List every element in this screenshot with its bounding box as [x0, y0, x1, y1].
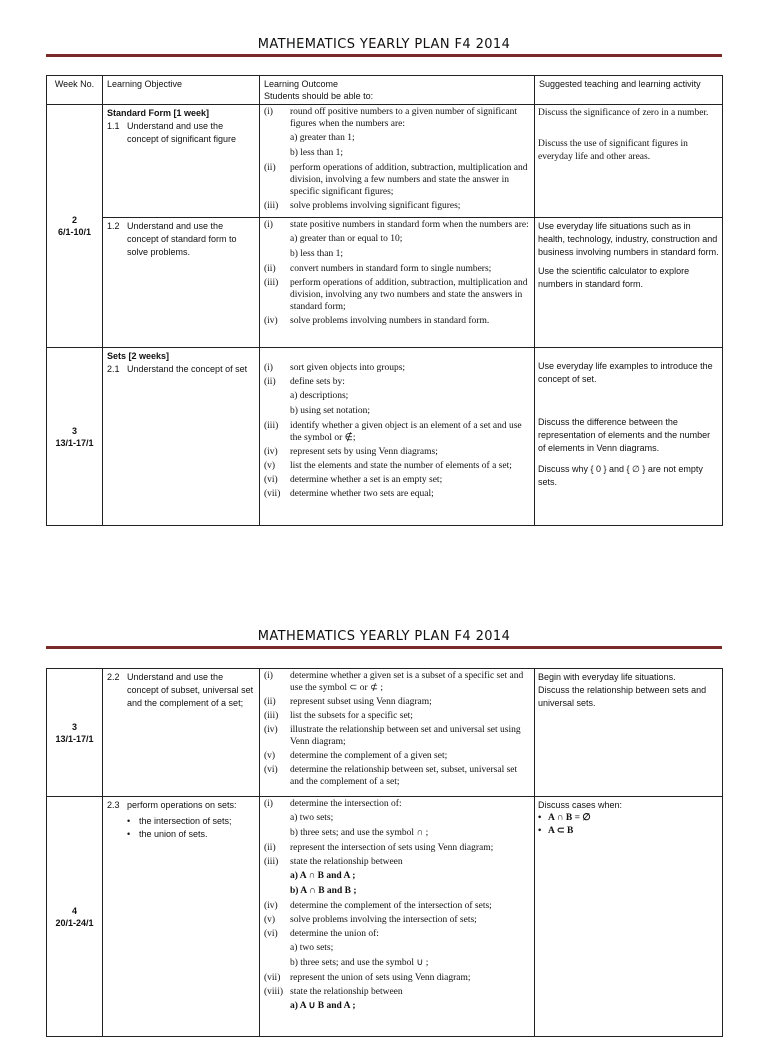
suggested-activity: [535, 348, 723, 526]
outcome-item: list the elements and state the number of elements of a set;: [290, 461, 512, 471]
outcome-subitem: b) less than 1;: [290, 249, 344, 259]
outcome-item: convert numbers in standard form to single numbers;: [290, 264, 492, 274]
header-outcome-subtitle: Students should be able to:: [264, 91, 374, 101]
outcome-item: state the relationship between: [290, 857, 403, 867]
activity-text: Begin with everyday life situations.: [538, 672, 676, 682]
outcome-item: represent the intersection of sets using Venn diagram;: [290, 843, 494, 853]
objective-bullet: the union of sets.: [139, 829, 208, 839]
outcome-item: determine the complement of the intersection of sets;: [290, 901, 492, 911]
outcome-num: (v): [264, 461, 276, 471]
objective-number: 1.1: [107, 121, 120, 131]
outcome-subitem: b) three sets; and use the symbol ∩ ;: [290, 828, 429, 838]
outcome-item: determine whether a set is an empty set;: [290, 475, 443, 485]
table-row: [47, 669, 723, 797]
objective-text: perform operations on sets:: [127, 800, 237, 810]
outcome-subitem: b) A ∩ B and B ;: [290, 886, 357, 896]
outcome-num: (i): [264, 107, 273, 117]
outcome-item: perform operations of addition, subtraction, multiplication and division, involving any two numbers and state the answers in standard form;: [290, 278, 528, 312]
outcome-num: (v): [264, 915, 276, 925]
objective-number: 2.3: [107, 800, 120, 810]
outcome-num: (iii): [264, 201, 279, 211]
outcome-num: (ii): [264, 264, 276, 274]
week-number: 4: [71, 905, 77, 916]
outcome-item: solve problems involving the intersection of sets;: [290, 915, 477, 925]
objective-number: 1.2: [107, 221, 120, 231]
table-row: [47, 105, 723, 218]
outcome-item: state the relationship between: [290, 987, 403, 997]
outcome-item: represent subset using Venn diagram;: [290, 697, 432, 707]
table-row: [47, 348, 723, 526]
suggested-activity: [535, 105, 723, 218]
outcome-num: (vii): [264, 973, 281, 983]
outcome-num: (vi): [264, 475, 278, 485]
outcome-item: round off positive numbers to a given number of significant figures when the numbers are:: [290, 107, 517, 129]
outcome-subitem: b) using set notation;: [290, 406, 370, 416]
outcome-item: determine the union of:: [290, 929, 379, 939]
table-header-row: [47, 76, 723, 105]
objective-bullet: the intersection of sets;: [139, 816, 232, 826]
title-divider: [46, 646, 722, 649]
outcome-subitem: a) A ∩ B and A ;: [290, 871, 356, 881]
outcome-item: perform operations of addition, subtraction, multiplication and division, involving a few numbers and state the answer in specific significant figures;: [290, 163, 528, 197]
title-divider: [46, 54, 722, 57]
suggested-activity: [535, 797, 723, 1037]
learning-outcome: [260, 105, 535, 218]
learning-objective: [103, 218, 260, 348]
learning-objective: [103, 105, 260, 218]
activity-text: Discuss the use of significant figures in everyday life and other areas.: [538, 139, 688, 162]
outcome-num: (iii): [264, 421, 279, 431]
week-number: 3: [71, 721, 77, 732]
outcome-subitem: a) descriptions;: [290, 391, 349, 401]
objective-text: Understand the concept of set: [127, 364, 248, 374]
week-dates: 6/1-10/1: [57, 227, 92, 237]
suggested-activity: [535, 669, 723, 797]
objective-number: 2.1: [107, 364, 120, 374]
outcome-num: (vi): [264, 929, 278, 939]
outcome-item: represent the union of sets using Venn diagram;: [290, 973, 471, 983]
learning-outcome: [260, 669, 535, 797]
outcome-num: (iv): [264, 447, 278, 457]
outcome-item: sort given objects into groups;: [290, 363, 406, 373]
outcome-item: determine whether a given set is a subset of a specific set and use the symbol ⊂ or ⊄ ;: [290, 671, 524, 693]
topic-heading: Standard Form [1 week]: [107, 108, 210, 118]
week-cell: [47, 105, 103, 348]
plan-table: [46, 75, 723, 526]
activity-text: Use the scientific calculator to explore numbers in standard form.: [538, 266, 690, 289]
learning-outcome: [260, 797, 535, 1037]
bullet-icon: •: [127, 816, 131, 826]
learning-objective: [103, 797, 260, 1037]
outcome-item: determine the relationship between set, subset, universal set and the complement of a set;: [290, 765, 518, 787]
outcome-num: (v): [264, 751, 276, 761]
objective-text: Understand and use the concept of standard form to solve problems.: [127, 221, 237, 257]
activity-text: Discuss the relationship between sets and universal sets.: [538, 685, 707, 708]
objective-number: 2.2: [107, 672, 120, 682]
activity-text: Discuss the difference between the representation of elements and the number of elements in Venn diagrams.: [538, 417, 711, 453]
outcome-item: state positive numbers in standard form when the numbers are:: [290, 220, 529, 230]
outcome-num: (iv): [264, 316, 278, 326]
header-outcome-title: Learning Outcome: [264, 79, 339, 89]
outcome-item: identify whether a given object is an element of a set and use the symbol or ∉;: [290, 421, 522, 443]
outcome-item: list the subsets for a specific set;: [290, 711, 413, 721]
outcome-subitem: b) less than 1;: [290, 148, 344, 158]
header-activity: Suggested teaching and learning activity: [535, 76, 723, 105]
outcome-subitem: a) A ∪ B and A ;: [290, 1001, 356, 1011]
outcome-num: (viii): [264, 987, 283, 997]
plan-table: [46, 668, 723, 1037]
bullet-icon: •: [538, 826, 542, 836]
header-week: Week No.: [47, 76, 103, 105]
header-objective: Learning Objective: [103, 76, 260, 105]
learning-outcome: [260, 348, 535, 526]
outcome-item: solve problems involving significant figures;: [290, 201, 461, 211]
outcome-num: (i): [264, 671, 273, 681]
outcome-item: define sets by:: [290, 377, 345, 387]
activity-bullet: A ⊂ B: [548, 826, 574, 836]
outcome-num: (iv): [264, 901, 278, 911]
activity-text: Discuss the significance of zero in a number.: [538, 108, 709, 118]
outcome-item: determine the intersection of:: [290, 799, 402, 809]
activity-bullet: A ∩ B = ∅: [548, 813, 591, 823]
outcome-num: (iii): [264, 711, 279, 721]
week-dates: 13/1-17/1: [55, 437, 94, 448]
outcome-item: solve problems involving numbers in standard form.: [290, 316, 490, 326]
header-outcome: [260, 76, 535, 105]
outcome-num: (ii): [264, 843, 276, 853]
outcome-subitem: a) greater than or equal to 10;: [290, 234, 403, 244]
outcome-item: determine whether two sets are equal;: [290, 489, 434, 499]
page-title: MATHEMATICS YEARLY PLAN F4 2014: [257, 629, 511, 644]
suggested-activity: [535, 218, 723, 348]
outcome-subitem: a) greater than 1;: [290, 133, 355, 143]
outcome-num: (iii): [264, 278, 279, 288]
week-dates: 20/1-24/1: [55, 917, 94, 928]
outcome-num: (vi): [264, 765, 278, 775]
outcome-num: (ii): [264, 697, 276, 707]
outcome-subitem: a) two sets;: [290, 813, 334, 823]
outcome-subitem: a) two sets;: [290, 943, 334, 953]
table-row: [47, 218, 723, 348]
topic-heading: Sets [2 weeks]: [107, 351, 170, 361]
activity-text: Use everyday life examples to introduce the concept of set.: [538, 361, 713, 384]
learning-outcome: [260, 218, 535, 348]
week-dates: 13/1-17/1: [55, 733, 94, 744]
outcome-num: (vii): [264, 489, 281, 499]
outcome-num: (i): [264, 363, 273, 373]
outcome-num: (i): [264, 799, 273, 809]
week-cell: [47, 669, 103, 797]
activity-text: Use everyday life situations such as in health, technology, industry, construction and business involving numbers in standard form.: [538, 221, 719, 257]
outcome-num: (iv): [264, 725, 278, 735]
week-number: 3: [71, 425, 77, 436]
bullet-icon: •: [538, 813, 542, 823]
learning-objective: [103, 669, 260, 797]
table-row: [47, 797, 723, 1037]
outcome-subitem: b) three sets; and use the symbol ∪ ;: [290, 958, 429, 968]
page-title: MATHEMATICS YEARLY PLAN F4 2014: [257, 37, 511, 52]
outcome-item: determine the complement of a given set;: [290, 751, 448, 761]
objective-text: Understand and use the concept of subset, universal set and the complement of a set;: [127, 672, 254, 708]
outcome-item: illustrate the relationship between set and universal set using Venn diagram;: [290, 725, 521, 747]
outcome-num: (iii): [264, 857, 279, 867]
activity-text: Discuss why { 0 } and { ∅ } are not empty sets.: [538, 464, 703, 487]
activity-text: Discuss cases when:: [538, 800, 623, 810]
outcome-num: (ii): [264, 163, 276, 173]
objective-text: Understand and use the concept of significant figure: [127, 121, 237, 144]
learning-objective: [103, 348, 260, 526]
week-number: 2: [71, 215, 77, 225]
week-cell: [47, 348, 103, 526]
week-cell: [47, 797, 103, 1037]
bullet-icon: •: [127, 829, 131, 839]
outcome-item: represent sets by using Venn diagrams;: [290, 447, 438, 457]
outcome-num: (i): [264, 220, 273, 230]
outcome-num: (ii): [264, 377, 276, 387]
